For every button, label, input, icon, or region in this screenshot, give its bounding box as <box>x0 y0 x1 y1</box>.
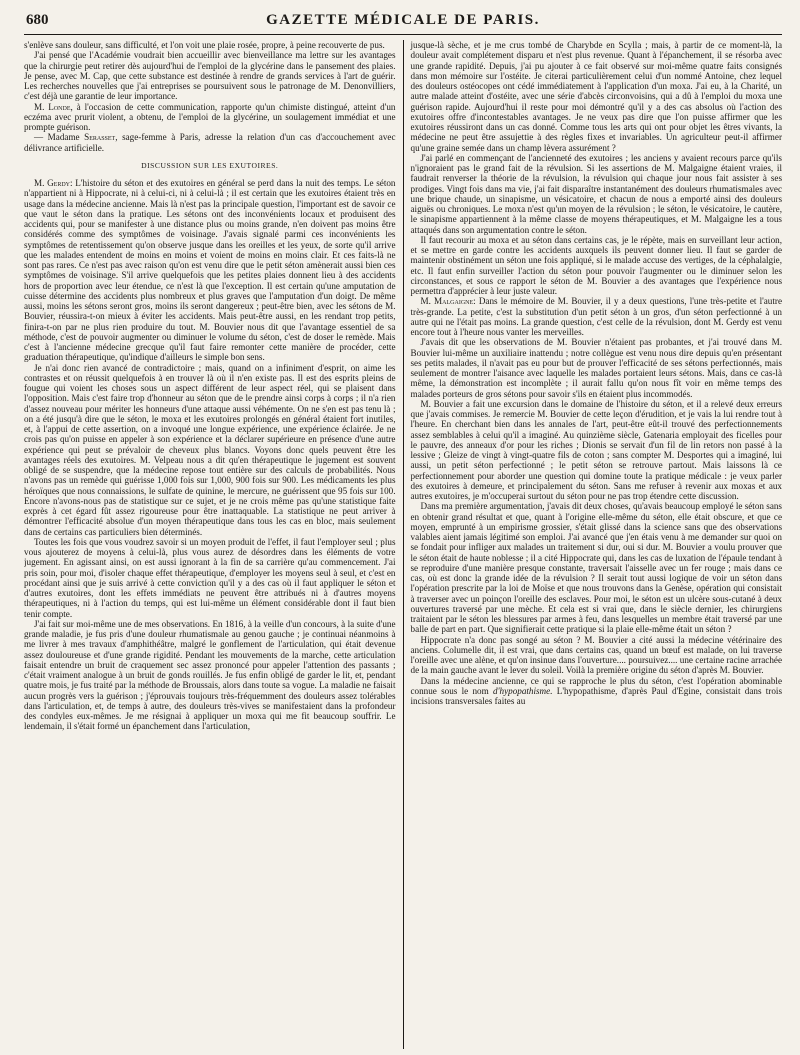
right-column <box>403 40 783 1049</box>
speaker-name: Serasset, <box>84 132 118 143</box>
paragraph-text: : Dans le mémoire de M. Bouvier, il y a deux questions, l'une très-petite et l'autre très-grande. La petite, c'est la substitution d'un petit séton à un gros, d'un séton perfectionné à un autre qui ne l'était pas moins. La grande question, c'est celle de la révulsion, dont M. Gerdy est venu encore tout à l'heure nous vanter les merveilles. <box>410 296 782 337</box>
speaker-name: M. Malgaigne <box>420 296 474 307</box>
paragraph: J'avais dit que les observations de M. Bouvier n'étaient pas probantes, et j'ai trouvé dans M. Bouvier lui-même un auxiliaire inattendu ; notre collègue est venu nous dire depuis qu'en présentant ses petits malades, il n'avait pas eu pour but de prouver l'efficacité de ses sétons perfectionnés, mais seulement de montrer l'aisance avec laquelle les malades portaient leurs sétons. Mais, dans ce cas-là même, la démonstration est incomplète ; il aurait fallu qu'on nous fît voir en même temps des malades porteurs de gros sétons pour savoir s'ils en étaient plus incommodés. <box>410 337 782 399</box>
page-header <box>24 10 782 35</box>
page-number: 680 <box>26 12 49 28</box>
paragraph <box>24 132 396 153</box>
paragraph: Hippocrate n'a donc pas songé au séton ? M. Bouvier a cité aussi la médecine vétérinaire des anciens. Columelle dit, il est vrai, que dans certains cas, quand un bœuf est malade, on lui traverse l'oreille avec une alène, et qu'on insinue dans l'ouverture.... poursuivez.... une certaine racine arrachée de la main gauche avant le lever du soleil. Voilà la première origine du séton d'après M. Bouvier. <box>410 634 782 676</box>
paragraph: jusque-là sèche, et je me crus tombé de Charybde en Scylla ; mais, à partir de ce moment-là, la douleur avait complétement disparu et n'est plus revenue. Quant à l'épanchement, il se résorba avec une grande rapidité. Depuis, j'ai pu ajouter à ce fait observé sur moi-même quatre faits consignés dans mon mémoire sur l'ostéite. Je citerai particulièrement celui d'un nommé Antoine, chez lequel des douleurs ostéocopes ont cédé immédiatement à l'application d'un moxa. J'ai eu, à la Charité, un autre malade atteint d'ostéite, avec une série d'abcès circonvoisins, qui a dû à l'emploi du moxa une guérison rapide. Aujourd'hui il reste pour moi démontré qu'il y a des cas absolus où l'action des exutoires offre d'incontestables avantages. Je ne veux pas dire que l'on puisse affirmer que les exutoires réussiront dans un cas donné. Comme tous les arts qui ont pour objet les êtres vivants, la médecine ne peut être assujettie à des règles fixes et invariables. Un agriculteur peut-il affirmer qu'une graine semée dans un champ lèvera assurément ? <box>410 40 782 153</box>
speaker-name: M. Londe, <box>34 101 73 112</box>
paragraph: Il faut recourir au moxa et au séton dans certains cas, je le répète, mais en surveillant leur action, et se mettre en garde contre les accidents auxquels ils peuvent donner lieu. Il faut se garder de maintenir obstinément un séton une fois appliqué, si le malade accuse des vertiges, de la céphalalgie, etc. Il faut enfin surveiller l'action du séton pour pouvoir l'augmenter ou le diminuer selon les circonstances, et sous ce rapport le séton de M. Bouvier a des avantages que l'expérience nous permettra d'apprécier à leur juste valeur. <box>410 234 782 296</box>
paragraph-text: à l'occasion de cette communication, rapporte qu'un chimiste distingué, atteint d'un eczéma avec prurit violent, a obtenu, de l'emploi de la glycérine, un soulagement immédiat et une prompte guérison. <box>24 101 396 132</box>
paragraph-text: L'hypopathisme, d'après Paul d'Egine, consistait dans trois incisions transversales faites au <box>410 685 782 706</box>
paragraph-text: Dans la médecine ancienne, ce qui se rapproche le plus du séton, c'est l'opération abominable connue sous le nom <box>410 675 782 696</box>
paragraph-text: — Madame <box>34 132 80 143</box>
paragraph: s'enlève sans douleur, sans difficulté, et l'on voit une plaie rosée, propre, à peine recouverte de pus. <box>24 40 385 50</box>
paragraph: J'ai fait sur moi-même une de mes observations. En 1816, à la veille d'un concours, à la suite d'une grande maladie, je fus pris d'une douleur rhumatismale au genou gauche ; je continuai néanmoins à me livrer à mes travaux d'amphithéâtre, malgré le gonflement de l'articulation, qui était devenue assez douloureuse et d'une grande rigidité. Pendant les mouvements de la marche, cette articulation faisait entendre un bruit de craquement sec assez prononcé pour appeler l'attention des passants ; c'était vraiment analogue à un bruit de gonds rouillés. Je fus enfin obligé de garder le lit, et, pendant quatre mois, je fus traité par la méthode de Broussais, alors dans toute sa vogue. La maladie ne faisait aucun progrès vers la guérison ; j'éprouvais toujours très-fréquemment des douleurs assez tolérables dans l'articulation, et, de temps à autre, des douleurs très-vives se manifestaient dans la profondeur des condyles eux-mêmes. Je me résignai à appliquer un moxa qui me fit beaucoup souffrir. Le lendemain, il s'était formé un épanchement dans l'articulation, <box>24 618 396 732</box>
paragraph: Toutes les fois que vous voudrez savoir si un moyen produit de l'effet, il faut l'employer seul ; plus vous ajouterez de moyens à celui-là, plus vous aurez de désordres dans les éléments de votre jugement. En agissant ainsi, on est aussi ignorant à la fin de sa carrière qu'au commencement. J'ai pris soin, pour moi, d'isoler chaque effet thérapeutique, d'employer les moyens seul à seul, et c'est en procédant ainsi que je suis arrivé à cette conviction qu'il y a des cas où il faut appliquer le séton et d'autres exutoires, dont les effets immédiats ne peuvent être attribués ni à d'autres moyens thérapeutiques, ni à l'action du temps, qui est lui-même un élément considérable dont il faut bien tenir compte. <box>24 536 396 619</box>
paragraph <box>411 296 783 337</box>
speaker-name: M. Gerdy <box>34 178 71 188</box>
article-columns <box>24 40 782 1049</box>
paragraph <box>411 676 783 707</box>
paragraph <box>24 102 396 133</box>
paragraph <box>24 178 396 363</box>
paragraph-text: sage-femme à Paris, adresse la relation d'un cas d'accouchement avec délivrance artificielle. <box>24 132 396 153</box>
paragraph: Je n'ai donc rien avancé de contradictoire ; mais, quand on a infiniment d'esprit, on aime les contrastes et on réussit quelquefois à en trouver là où il n'en existe pas. Il est des esprits pleins de fougue qui voient les choses sous un aspect différent de leur aspect réel, qui se plaisent dans l'opposition. Mais c'est faire trop d'honneur au séton que de le prendre ainsi corps à corps ; il n'a rien d'assez nouveau pour mériter les honneurs d'une attaque aussi véhémente. On ne s'en est pas tenu là ; on a été jusqu'à dire que le séton, le moxa et les exutoires prolongés en général étaient fort inutiles, et, à l'appui de cette assertion, on a invoqué une longue expérience, une expérience éclairée. Je ne crois pas qu'on puisse en appeler à son expérience et la déclarer supérieure en présence d'une autre expérience qui peut se prévaloir de cheveux plus blancs. Voyons donc quels peuvent être les avantages réels des exutoires. M. Velpeau nous a dit qu'en thérapeutique le jugement est souvent obligé de se suspendre, que la médecine repose tout entière sur des calculs de probabilités. Nous n'avons pas un remède qui guérisse 1,000 fois sur 1,000, 900 fois sur 900. Les médicaments les plus héroïques que nous connaissions, le sulfate de quinine, le mercure, ne guérissent que 95 fois sur 100. Encore n'avons-nous pas de statistique sur ce sujet, et je ne crois même pas qu'une statistique faite exprès à cet égard fût assez rigoureuse pour être inattaquable. La statistique ne peut arriver à démontrer l'efficacité absolue d'un moyen thérapeutique dans tous les cas en bloc, mais seulement dans de certains cas particuliers bien déterminés. <box>24 362 396 537</box>
left-column <box>24 40 403 1049</box>
paragraph: J'ai parlé en commençant de l'ancienneté des exutoires ; les anciens y avaient recours parce qu'ils n'ignoraient pas le grand fait de la révulsion. Si les assertions de M. Malgaigne étaient vraies, il faudrait renverser la théorie de la révulsion, la révulsion qui chaque jour nous fait assister à ses prodiges. Vingt fois dans ma vie, j'ai fait disparaître instantanément des douleurs rhumatismales avec une brique chaude, un sinapisme, un vésicatoire, et chacun de nous a emporté ainsi des douleurs aiguës ou chroniques. Le moxa n'est qu'un moyen de la révulsion ; le séton, le vésicatoire, le cautère, le sinapisme appartiennent à la même classe de moyens thérapeutiques, et M. Malgaigne les a tous attaqués dans son argumentation contre le séton. <box>410 152 782 235</box>
section-heading: DISCUSSION SUR LES EXUTOIRES. <box>141 160 279 170</box>
paragraph: Dans ma première argumentation, j'avais dit deux choses, qu'avais beaucoup employé le séton sans en obtenir grand résultat et que, quant à l'origine elle-même du séton, elle était obscure, et que ce moyen, emprunté à un empirisme grossier, s'était glissé dans la science sans que des observations valables aient jamais légitimé son emploi. J'ai avancé que j'en étais venu à me demander sur quoi on se fondait pour infliger aux malades un traitement si dur, oui si dur. M. Bouvier a voulu prouver que le séton était de haute noblesse ; il a cité Hippocrate qui, dans les cas de luxation de l'épaule tendant à se reproduire d'une manière presque constante, traversait l'aisselle avec un fer rouge ; mais dans ce cas, où est donc la grande idée de la révulsion ? Il serait tout aussi logique de voir un séton dans l'opération prescrite par la loi de Moïse et que nous trouvons dans la Genèse, opération qui consistait à traverser avec un poinçon l'oreille des esclaves. Pour moi, le séton est un ulcère sous-cutané à deux ouvertures traversé par une mèche. Et cela est si vrai que, dans le siècle dernier, les chirurgiens traitaient par le séton les blessures par armes à feu, dans lesquelles un membre était traversé par une balle de part en part. Que signifierait cette pratique si la plaie elle-même était un séton ? <box>410 501 782 635</box>
journal-title: GAZETTE MÉDICALE DE PARIS. <box>266 12 540 28</box>
paragraph: J'ai pensé que l'Académie voudrait bien accueillir avec bienveillance ma lettre sur les avantages que la chirurgie peut retirer dès aujourd'hui de l'emploi de la glycérine dans le pansement des plaies. Je pense, avec M. Cap, que cette substance est destinée à rendre de grands services à l'art de guérir. Les recherches nouvelles que j'ai entreprises se poursuivent sous le patronage de M. Denonvilliers, c'est déjà une garantie de leur importance. <box>24 50 396 102</box>
paragraph-text: : L'histoire du séton et des exutoires en général se perd dans la nuit des temps. Le séton n'appartient ni à Hippocrate, ni à celui-ci, ni à celui-là ; il est certain que les exutoires étaient très en usage dans la médecine ancienne. Mais là n'est pas la principale question, l'important est de savoir ce que vaut le séton dans la pratique. Les sétons ont des inconvénients locaux et produisent des accidents qui, pour se manifester à une distance plus ou moins grande, n'en doivent pas moins être considérés comme des symptômes de voisinage. J'avais signalé parmi ces inconvénients les symptômes de retentissement qu'on observe jusque dans les oreilles et les yeux, de sorte qu'il arrive que les malades entendent de moins en moins et voient de moins en moins clair. Et ces faits-là ne sont pas rares. Ce n'est pas avec raison qu'on est venu dire que le petit séton amènerait aussi bien ces symptômes de voisinage. S'il arrive quelquefois que les petites plaies donnent lieu à des accidents hors de proportion avec leur étendue, ce n'est là que l'exception. Il est certain qu'une amputation de cuisse détermine des accidents plus nombreux et plus graves que l'amputation d'un doigt. De même aussi, moins les sétons seront gros, moins ils seront dangereux ; peut-être bien, avec les sétons de M. Bouvier, réussira-t-on mieux à éviter les accidents. Mais peut-être aussi, en les rendant trop petits, finira-t-on par ne plus rien produire du tout. M. Bouvier nous dit que l'avantage essentiel de sa méthode, c'est de pouvoir augmenter ou diminuer le volume du séton, c'est de doser le remède. Mais c'est à l'ancienne médecine grecque qu'il faut faire remonter cette manière de procéder, cette graduation thérapeutique, qu'indique d'ailleurs le simple bon sens. <box>24 178 396 363</box>
paragraph: M. Bouvier a fait une excursion dans le domaine de l'histoire du séton, et il a relevé deux erreurs que j'avais commises. Je remercie M. Bouvier de cette leçon d'érudition, et je vais la lui rendre tout à l'heure. En cherchant bien dans les annales de l'art, peut-être eût-il trouvé des perfectionnements assez semblables à celui qu'il a imaginé. Au quinzième siècle, Gatenaria employait des ficelles pour le pauvre, des anneaux d'or pour les riches ; Dionis se servait d'un fil de lin retors non passé à la lessive ; Gleize de vingt à vingt-quatre fils de coton ; sans compter M. Desportes qui a imaginé, lui aussi, un petit séton perfectionné ; le petit séton se retrouve partout. Mais laissons là ce perfectionnement pour aborder une question qui domine toute la pratique médicale : je veux parler des exutoires à demeure, et principalement du séton. Sans me refuser à revenir aux moxas et aux autres exutoires, je m'occuperai surtout du séton pour ne pas trop étendre cette discussion. <box>410 398 782 501</box>
italic-term: d'hypopathisme. <box>493 685 553 696</box>
